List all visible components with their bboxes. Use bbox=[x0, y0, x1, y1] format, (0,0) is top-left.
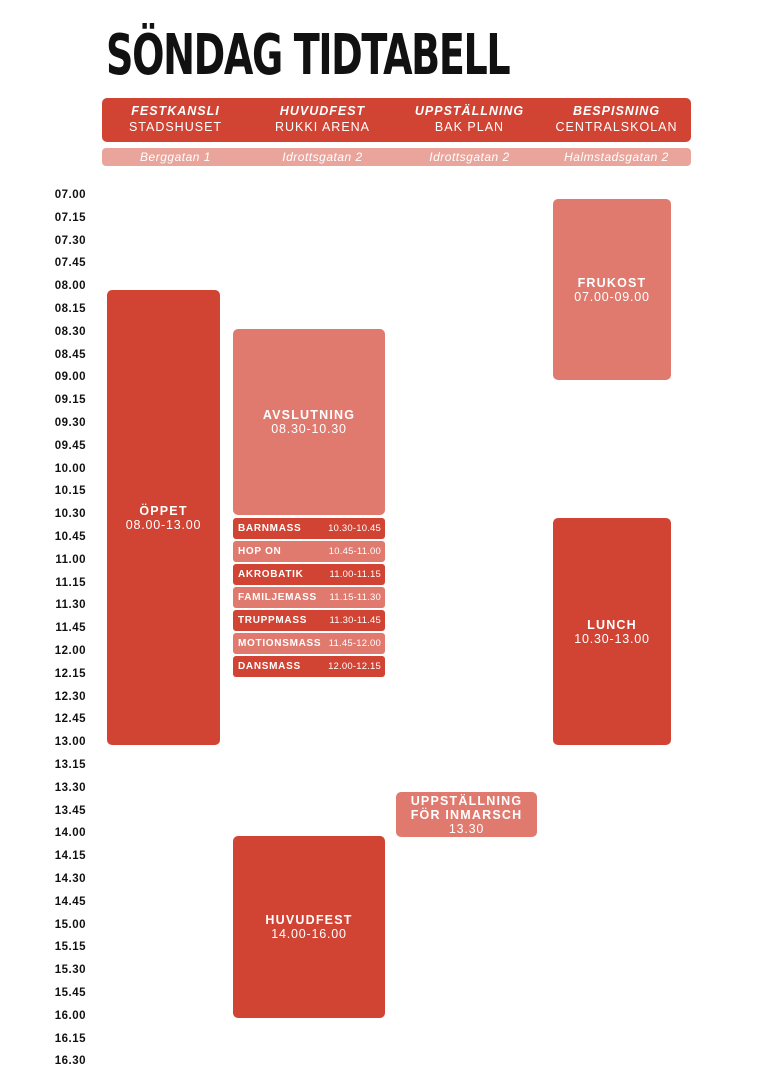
time-label: 13.15 bbox=[54, 759, 86, 771]
time-label: 09.45 bbox=[54, 439, 86, 452]
time-label: 10.15 bbox=[54, 485, 86, 498]
event-name-line1: UPPSTÄLLNING bbox=[410, 793, 523, 808]
time-label: 13.30 bbox=[54, 781, 86, 794]
column-huvudfest bbox=[249, 98, 396, 134]
time-label: 11.15 bbox=[55, 576, 86, 589]
time-label: 12.15 bbox=[54, 667, 86, 680]
event-name: HUVUDFEST bbox=[265, 913, 353, 927]
time-label: 14.15 bbox=[54, 850, 86, 863]
sub-event-name: BARNMASS bbox=[238, 523, 302, 534]
sub-event-time: 11.45-12.00 bbox=[328, 638, 381, 649]
time-label: 16.15 bbox=[54, 1032, 86, 1045]
event-time: 07.00-09.00 bbox=[574, 289, 650, 304]
event-time: 10.30-13.00 bbox=[574, 631, 650, 646]
column-place: RUKKI ARENA bbox=[274, 120, 371, 134]
time-label: 08.30 bbox=[54, 325, 86, 338]
time-label: 15.30 bbox=[54, 964, 86, 977]
time-label: 09.30 bbox=[54, 417, 86, 429]
time-label: 11.30 bbox=[55, 599, 86, 612]
column-bespisning bbox=[543, 98, 690, 134]
address-uppstallning: Idrottsgatan 2 bbox=[429, 150, 510, 164]
sub-event-time: 11.30-11.45 bbox=[329, 615, 381, 626]
event-avslutning bbox=[233, 329, 385, 515]
time-label: 13.00 bbox=[54, 736, 86, 749]
time-label: 16.30 bbox=[54, 1055, 86, 1068]
time-label: 10.30 bbox=[54, 508, 86, 521]
event-name: LUNCH bbox=[587, 617, 637, 632]
sub-event-name: FAMILJEMASS bbox=[238, 592, 317, 603]
time-label: 08.45 bbox=[54, 348, 86, 361]
time-label: 14.30 bbox=[54, 873, 86, 885]
event-time: 08.30-10.30 bbox=[271, 422, 347, 436]
sub-event-time: 12.00-12.15 bbox=[328, 661, 381, 672]
time-label: 13.45 bbox=[54, 804, 86, 817]
sub-event-dansmass bbox=[233, 656, 385, 677]
time-label: 15.45 bbox=[54, 987, 86, 999]
time-label: 15.15 bbox=[54, 941, 86, 954]
time-label: 08.00 bbox=[54, 280, 86, 293]
page-title: SÖNDAG TIDTABELL bbox=[106, 23, 510, 88]
event-lunch bbox=[553, 518, 671, 745]
time-label: 09.15 bbox=[54, 394, 86, 407]
sub-event-name: AKROBATIK bbox=[238, 569, 304, 580]
time-label: 12.00 bbox=[54, 645, 86, 657]
time-label: 08.15 bbox=[54, 303, 86, 315]
sub-event-hop-on bbox=[233, 541, 385, 562]
sub-event-akrobatik bbox=[233, 564, 385, 585]
column-festkansli bbox=[102, 98, 249, 134]
time-label: 07.15 bbox=[54, 211, 86, 224]
address-bespisning: Halmstadsgatan 2 bbox=[564, 150, 669, 164]
sub-event-time: 11.00-11.15 bbox=[329, 569, 381, 580]
time-label: 15.00 bbox=[54, 918, 86, 931]
column-name: FESTKANSLI bbox=[131, 104, 220, 118]
column-place: CENTRALSKOLAN bbox=[555, 120, 678, 134]
sub-event-name: MOTIONSMASS bbox=[238, 638, 322, 649]
sub-event-time: 10.45-11.00 bbox=[328, 546, 381, 557]
column-name: HUVUDFEST bbox=[279, 104, 366, 118]
time-label: 07.30 bbox=[54, 234, 86, 247]
sub-event-time: 11.15-11.30 bbox=[329, 592, 381, 603]
sub-event-name: HOP ON bbox=[238, 546, 282, 557]
time-label: 09.00 bbox=[54, 371, 86, 384]
column-name: UPPSTÄLLNING bbox=[414, 104, 525, 118]
address-festkansli: Berggatan 1 bbox=[140, 150, 211, 164]
sub-event-truppmass bbox=[233, 610, 385, 631]
location-header bbox=[102, 98, 691, 142]
event-name: ÖPPET bbox=[139, 503, 188, 518]
address-huvudfest: Idrottsgatan 2 bbox=[282, 150, 363, 164]
event-huvudfest bbox=[233, 836, 385, 1018]
time-label: 12.30 bbox=[54, 690, 86, 703]
event-time: 08.00-13.00 bbox=[125, 517, 202, 532]
time-label: 07.00 bbox=[54, 189, 86, 201]
sub-event-familjemass bbox=[233, 587, 385, 608]
event-time: 14.00-16.00 bbox=[271, 927, 347, 941]
address-bar bbox=[102, 148, 691, 166]
column-place: STADSHUSET bbox=[128, 120, 223, 134]
column-place: BAK PLAN bbox=[434, 120, 505, 134]
event-name: FRUKOST bbox=[577, 275, 647, 290]
event-frukost bbox=[553, 199, 671, 380]
time-label: 12.45 bbox=[54, 713, 86, 726]
event-time: 13.30 bbox=[448, 821, 485, 836]
time-label: 14.00 bbox=[54, 827, 86, 840]
time-label: 10.00 bbox=[54, 462, 86, 475]
event-uppstallning-inmarsch bbox=[396, 792, 537, 837]
sub-event-time: 10.30-10.45 bbox=[328, 523, 381, 534]
time-label: 14.45 bbox=[54, 895, 86, 908]
event-name: AVSLUTNING bbox=[262, 408, 356, 422]
column-name: BESPISNING bbox=[572, 104, 661, 118]
time-label: 07.45 bbox=[54, 257, 86, 270]
time-label: 11.45 bbox=[55, 622, 86, 635]
column-uppstallning bbox=[396, 98, 543, 134]
event-oppet bbox=[107, 290, 220, 745]
sub-event-name: DANSMASS bbox=[238, 661, 301, 672]
sub-event-motionsmass bbox=[233, 633, 385, 654]
sub-event-name: TRUPPMASS bbox=[238, 615, 308, 626]
time-label: 16.00 bbox=[54, 1009, 86, 1022]
event-name-line2: FÖR INMARSCH bbox=[410, 807, 523, 822]
time-label: 10.45 bbox=[54, 531, 86, 543]
time-label: 11.00 bbox=[55, 553, 86, 566]
sub-event-barnmass bbox=[233, 518, 385, 539]
